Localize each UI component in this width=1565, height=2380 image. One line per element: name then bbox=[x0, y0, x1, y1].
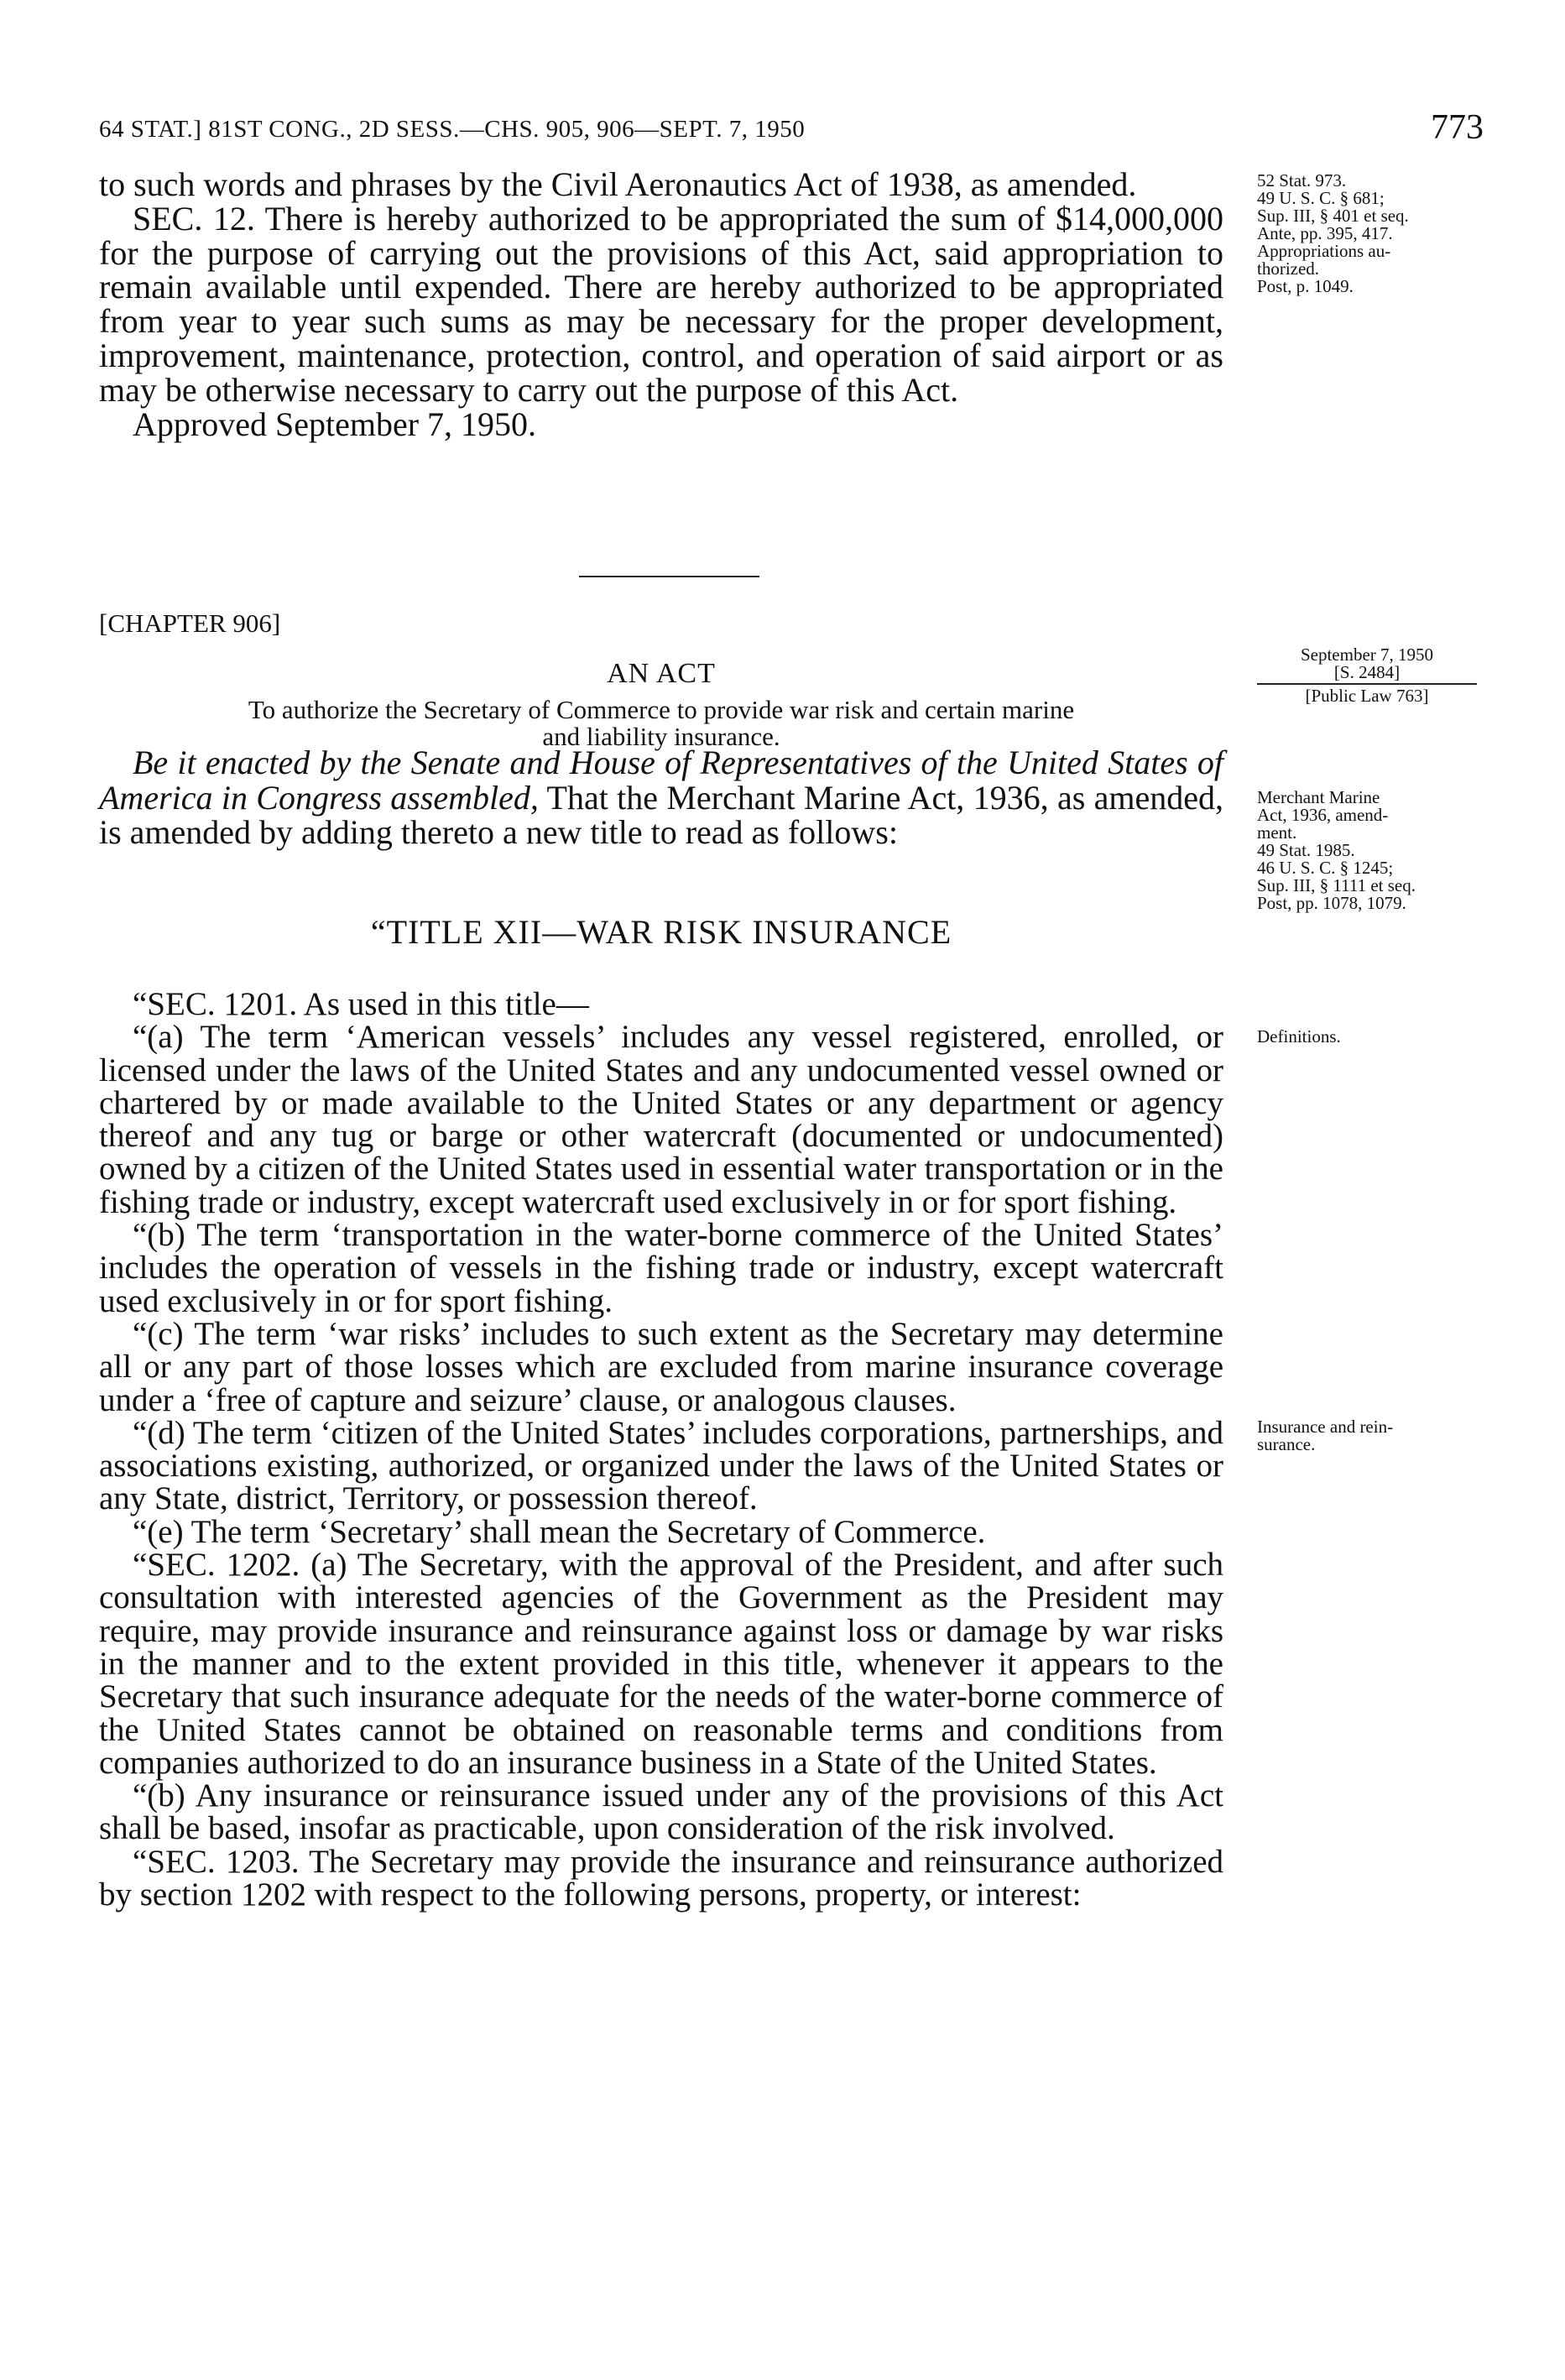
margin-note-line: Definitions. bbox=[1257, 1026, 1341, 1046]
margin-note-line: Sup. III, § 1111 et seq. bbox=[1257, 875, 1416, 895]
margin-note-rule bbox=[1257, 683, 1477, 685]
act-purpose bbox=[99, 697, 1223, 750]
act-heading: AN ACT bbox=[607, 658, 716, 689]
margin-note-line: 49 Stat. 1985. bbox=[1257, 840, 1355, 860]
margin-note-merchant-marine bbox=[1257, 789, 1509, 912]
margin-note-line: Appropriations au- bbox=[1257, 241, 1391, 261]
approved-line: Approved September 7, 1950. bbox=[133, 404, 537, 443]
margin-note-line: Post, pp. 1078, 1079. bbox=[1257, 893, 1406, 913]
margin-note-line: Ante, pp. 395, 417. bbox=[1257, 223, 1393, 243]
enacting-clause-italic: Be it enacted by the Senate and House of Representatives of the United States of America in Congress assembled, bbox=[99, 744, 1223, 817]
margin-note-line: Act, 1936, amend- bbox=[1257, 805, 1389, 825]
margin-note-line: Merchant Marine bbox=[1257, 787, 1380, 807]
margin-note-insurance bbox=[1257, 1418, 1509, 1454]
margin-note-line: 46 U. S. C. § 1245; bbox=[1257, 858, 1394, 878]
margin-note-line: 52 Stat. 973. bbox=[1257, 170, 1347, 191]
margin-note-line: Sup. III, § 401 et seq. bbox=[1257, 206, 1409, 226]
margin-note-line: surance. bbox=[1257, 1434, 1316, 1454]
margin-note-line: [S. 2484] bbox=[1333, 662, 1401, 682]
chapter-label: [CHAPTER 906] bbox=[99, 608, 281, 638]
margin-note-line: [Public Law 763] bbox=[1305, 686, 1429, 706]
page-number: 773 bbox=[1431, 108, 1484, 147]
section-12-text: There is hereby authorized to be appropriated the sum of $14,000,000 for the purpose of carrying out the provisions of this Act, said appropriation to remain available until expended. There are hereby authorized to be appropriated from year to year such sums as may be necessary for the proper development, improvement, maintenance, protection, control, and operation of said airport or as may be otherwise necessary to carry out the purpose of this Act. bbox=[99, 199, 1224, 409]
section-divider bbox=[579, 576, 759, 577]
top-section bbox=[99, 165, 1224, 443]
margin-note-line: Insurance and rein- bbox=[1257, 1417, 1394, 1437]
title-heading: “TITLE XII—WAR RISK INSURANCE bbox=[370, 913, 952, 951]
running-head: 64 STAT.] 81ST CONG., 2D SESS.—CHS. 905, 906—SEPT. 7, 1950 bbox=[99, 116, 806, 143]
title-body bbox=[99, 988, 1223, 1911]
definition-e: “(e) The term ‘Secretary’ shall mean the Secretary of Commerce. bbox=[133, 1513, 986, 1550]
section-12-paragraph bbox=[99, 199, 1224, 409]
page-header bbox=[99, 107, 1484, 149]
definition-b: “(b) The term ‘transportation in the water-borne commerce of the United States’ includes the operation of vessels in the fishing trade or industry, except watercraft used exclusively in or for sport fishing. bbox=[99, 1217, 1223, 1319]
definition-c: “(c) The term ‘war risks’ includes to such extent as the Secretary may determine all or any part of those losses which are excluded from marine insurance coverage under a ‘free of capture and seizure’ clause, or analogous clauses. bbox=[99, 1315, 1223, 1418]
margin-note-citations-1 bbox=[1257, 172, 1509, 243]
margin-note-appropriations bbox=[1257, 243, 1509, 295]
enacting-clause-text: That the Merchant Marine Act, 1936, as amended, is amended by adding thereto a new title to read as follows: bbox=[99, 778, 1223, 851]
margin-note-line: thorized. bbox=[1257, 258, 1320, 279]
margin-note-line: ment. bbox=[1257, 822, 1297, 843]
margin-note-line: Post, p. 1049. bbox=[1257, 276, 1354, 296]
act-purpose-line-2: and liability insurance. bbox=[542, 722, 780, 751]
section-1203: “SEC. 1203. The Secretary may provide the insurance and reinsurance authorized by section 1202 with respect to the following persons, property, or interest: bbox=[99, 1843, 1223, 1913]
enacting-clause bbox=[99, 745, 1223, 850]
continuation-paragraph: to such words and phrases by the Civil Aeronautics Act of 1938, as amended. bbox=[99, 165, 1137, 203]
section-1202-a: “SEC. 1202. (a) The Secretary, with the approval of the President, and after such consultation with interested agencies of the Government as the President may require, may provide insurance and reinsurance against loss or damage by war risks in the manner and to the extent provided in this title, whenever it appears to the Secretary that such insurance adequate for the needs of the water-borne commerce of the United States cannot be obtained on reasonable terms and conditions from companies authorized to do an insurance business in a State of the United States. bbox=[99, 1547, 1223, 1781]
margin-note-date-bill bbox=[1257, 646, 1477, 705]
definition-a: “(a) The term ‘American vessels’ includes any vessel registered, enrolled, or licensed under the laws of the United States and any undocumented vessel owned or chartered by or made available to the United States or any department or agency thereof and any tug or barge or other watercraft (documented or undocumented) owned by a citizen of the United States used in essential water transportation or in the fishing trade or industry, except watercraft used exclusively in or for sport fishing. bbox=[99, 1019, 1223, 1220]
section-12-label: SEC. 12. bbox=[133, 199, 255, 237]
section-1202-b: “(b) Any insurance or reinsurance issued under any of the provisions of this Act shall be based, insofar as practicable, upon consideration of the risk involved. bbox=[99, 1777, 1223, 1847]
act-purpose-line-1: To authorize the Secretary of Commerce to provide war risk and certain marine bbox=[248, 695, 1075, 724]
margin-note-line: 49 U. S. C. § 681; bbox=[1257, 188, 1385, 208]
section-1201: “SEC. 1201. As used in this title— bbox=[133, 986, 589, 1022]
margin-note-definitions bbox=[1257, 1028, 1509, 1046]
margin-note-line: September 7, 1950 bbox=[1300, 645, 1434, 665]
definition-d: “(d) The term ‘citizen of the United States’ includes corporations, partnerships, and associations existing, authorized, or organized under the laws of the United States or any State, district, Territory, or possession thereof. bbox=[99, 1414, 1223, 1517]
